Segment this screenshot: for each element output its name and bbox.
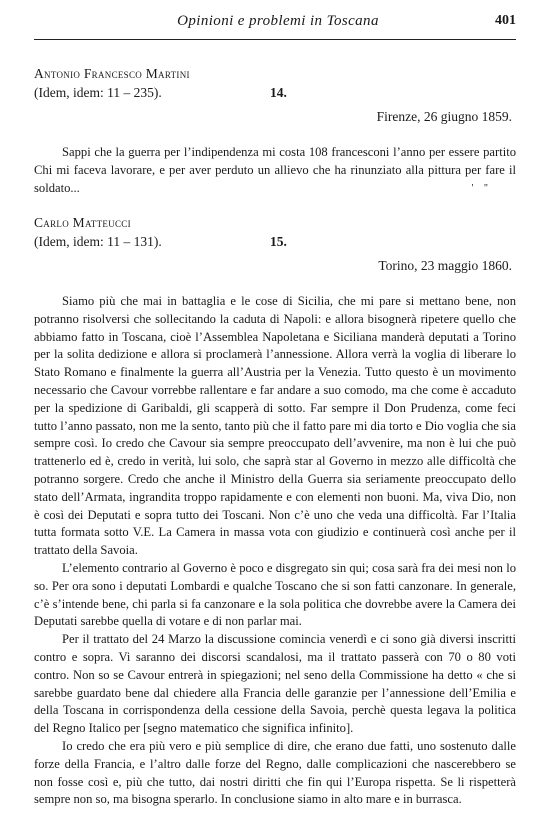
trailing-mark: ' " — [471, 183, 492, 194]
letter-paragraph: Io credo che era più vero e più semplice di dire, che erano due fatti, uno sostenuto dalle forze della Francia, e l’altro dalle forze del Regno, dalle complicazioni che nascerebbero se non fosse così e, più che tutto, dai nostri diritti che fin qui l’Europa rispetta. Se li rispetterà sempre non so, ma bisogna sperarlo. In conclusione siamo in alto mare e in burrasca. — [34, 738, 516, 807]
header-rule — [34, 39, 516, 40]
letter-paragraph: Siamo più che mai in battaglia e le cose di Sicilia, che mi pare si mettano bene, non potranno risolversi che sollecitando la caduta di Napoli: e allora bisognerà ripetere quello che abbiamo fatto in Toscana, cioè l’Assemblea Napoletana e Siciliana manderà deputati a Torino per la solita dedizione e allora si proclamerà l’annessione. Allora verrà la voglia di liberare lo Stato Romano e finalmente la guerra all’Austria per la Venezia. Tutto questo è un movimento necessario che Cavour vorrebbe rallentare e far andare a suo comodo, ma che come è accaduto per la spedizione di Garibaldi, gli scapperà di sotto. Far sempre il Don Prudenza, come feci tutto l’anno passato, non me la sento, tanto più che il fatto pare mi dia torto e Dio voglia che sia sempre così. Io credo che Cavour sia sempre preoccupato dell’avvenire, ma non è lui che può trattenerlo ed è, credo in verità, lui solo, che saprà star al Governo in mezzo alle difficoltà che potranno sorgere. Credo che anche il Ministro della Guerra sia seriamente preoccupato dello stato dell’Armata, ingrandita troppo rapidamente e con elementi non buoni. Ma, viva Dio, non è così dei Deputati e sopra tutto dei Toscani. Non c’è uno che veda una difficoltà. Far l’Italia tutta formata sotto V.E. La Camera in massa vota con giudizio e continuerà così anche per il trattato della Savoia. — [34, 294, 516, 558]
letter-number: 14. — [270, 85, 287, 100]
running-head — [40, 13, 516, 35]
running-title: Opinioni e problemi in Toscana — [177, 13, 379, 29]
letter-dateline: Firenze, 26 giugno 1859. — [376, 109, 512, 124]
letter-15 — [34, 213, 516, 809]
letter-source: (Idem, idem: 11 – 235). — [34, 85, 162, 100]
letter-source: (Idem, idem: 11 – 131). — [34, 234, 162, 249]
letter-paragraph: L’elemento contrario al Governo è poco e disgregato sin qui; cosa sarà fra dei mesi non lo so. Per ora sono i deputati Lombardi e qualche Toscano che si son fatti canzonare. In generale, c’è s’intende bene, chi parla si fa canzonare e la sola politica che dovrebbe avere la Camera dei Deputati sarebbe quella di votare e di non parlar mai. — [34, 560, 516, 629]
letter-body — [34, 293, 516, 809]
letter-header — [34, 64, 516, 102]
letter-body — [34, 144, 516, 197]
letter-paragraph: Sappi che la guerra per l’indipendenza mi costa 108 francesconi l’anno per essere partito Chi mi faceva lavorare, e per aver perduto un allievo che ha rinunziato alla pittura per fare il soldato... — [34, 145, 516, 195]
letter-header — [34, 213, 516, 251]
letter-author: Carlo Matteucci — [34, 215, 131, 230]
letter-author: Antonio Francesco Martini — [34, 66, 190, 81]
page-number: 401 — [495, 13, 516, 28]
letter-14 — [34, 64, 516, 197]
letter-number: 15. — [270, 234, 287, 249]
letter-paragraph: Per il trattato del 24 Marzo la discussione comincia venerdì e ci sono già diversi inscritti contro e sopra. Vi saranno dei discorsi scandalosi, ma il trattato passerà con 70 o 80 voti contro. Non so se Cavour entrerà in spiegazioni; nel seno della Commissione ha detto « che si sarebbe guardato bene dal chiedere alla Francia delle garanzie per l’annessione dell’Emilia e della Toscana in corrispondenza della cessione della Savoia, perchè questa legava la politica del Regno Italico per [segno matematico che significa infinito]. — [34, 632, 516, 736]
letter-dateline: Torino, 23 maggio 1860. — [378, 258, 512, 273]
